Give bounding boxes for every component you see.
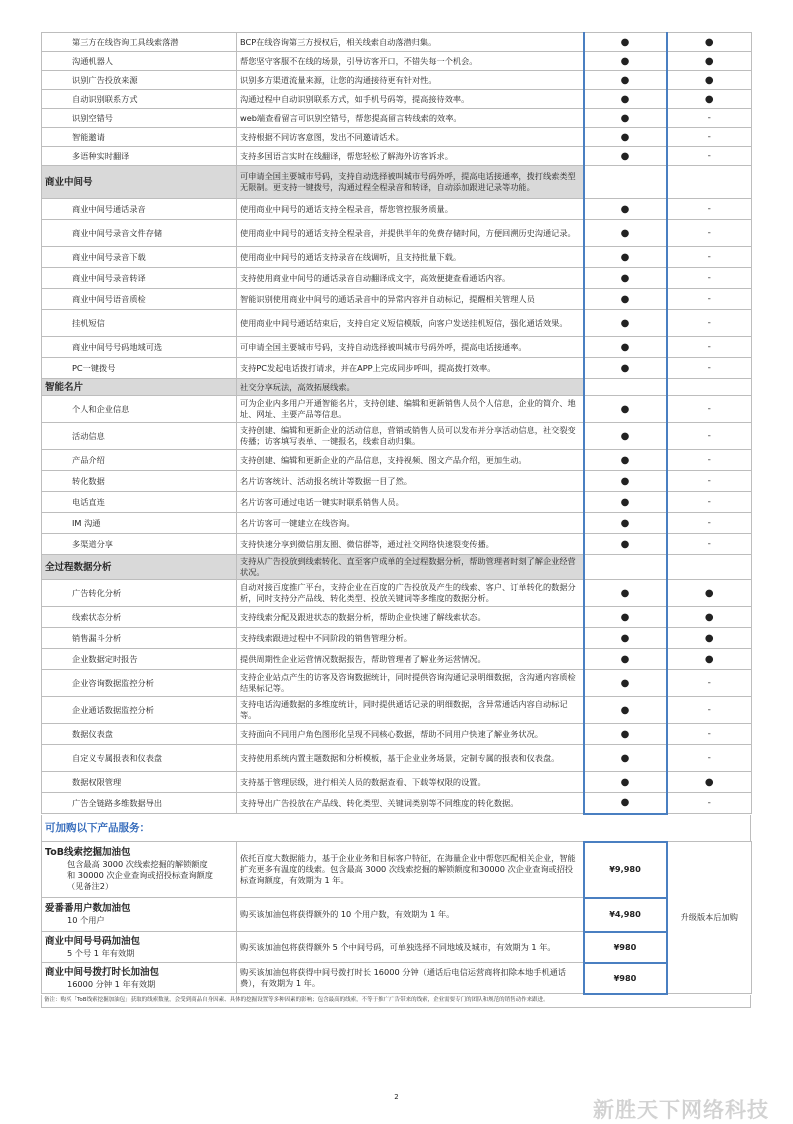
plan1-mark: ● [584,71,667,90]
feature-name: 识别广告投放来源 [42,71,237,90]
feature-row [42,724,752,745]
section-title: 商业中间号 [42,166,237,199]
feature-row [42,247,752,268]
feature-row [42,534,752,555]
footnote: 备注：购买「ToB线索挖掘加油包」获取的线索数量，会受到商品自身因素、具体的挖掘设置等多种因素的影响；包含最高的线索，不等于推广广告带来的线索，企业需要专门的团队和规范的销售动作来跟进。 [41,995,751,1008]
plan1-mark: ● [584,358,667,379]
document-body [41,32,751,1008]
watermark: 新胜天下网络科技 [593,1098,769,1122]
plan1-mark: ● [584,33,667,52]
plan2-mark: - [667,670,752,697]
plan2-mark: - [667,109,752,128]
page-number: 2 [394,1093,399,1101]
addon-desc: 购买该加油包将获得额外 5 个中间号码，可单独选择不同地域及城市，有效期为 1 年。 [237,932,584,963]
feature-row [42,450,752,471]
plan2-mark: - [667,793,752,814]
feature-desc: 沟通过程中自动识别联系方式，如手机号码等，提高接待效率。 [237,90,584,109]
feature-desc: 支持创建、编辑和更新企业的活动信息，营销或销售人员可以发布并分享活动信息，社交裂变传播；访客填写表单、一键报名，线索自动归集。 [237,423,584,450]
plan2-mark: - [667,724,752,745]
feature-name: 识别空错号 [42,109,237,128]
addon-name-cell [42,842,237,898]
plan2-mark: - [667,147,752,166]
section-title: 全过程数据分析 [42,555,237,580]
feature-row [42,358,752,379]
feature-name: 商业中间号录音下载 [42,247,237,268]
addon-price: ¥980 [584,963,667,994]
feature-row [42,772,752,793]
addon-name: 商业中间号号码加油包 [45,935,141,947]
section-header-row [42,379,752,396]
plan1-mark: ● [584,289,667,310]
feature-table [41,32,752,815]
plan2-mark: ● [667,628,752,649]
feature-name: 广告全链路多维数据导出 [42,793,237,814]
feature-name: 第三方在线咨询工具线索落潜 [42,33,237,52]
plan2-mark: - [667,268,752,289]
addon-price: ¥9,980 [584,842,667,898]
plan1-mark: ● [584,628,667,649]
feature-row [42,52,752,71]
feature-desc: 识别多方渠道流量来源，让您的沟通接待更有针对性。 [237,71,584,90]
plan-cell-empty [584,555,667,580]
plan1-mark: ● [584,220,667,247]
feature-name: 企业咨询数据监控分析 [42,670,237,697]
addon-desc: 购买该加油包将获得额外的 10 个用户数，有效期为 1 年。 [237,898,584,932]
feature-desc: 支持根据不同访客意图，发出不同邀请话术。 [237,128,584,147]
plan2-mark: - [667,220,752,247]
plan2-mark: ● [667,772,752,793]
plan2-mark: - [667,697,752,724]
feature-name: 自动识别联系方式 [42,90,237,109]
feature-desc: 提供周期性企业运营情况数据报告，帮助管理者了解业务运营情况。 [237,649,584,670]
addon-sub: 5 个号 1 年有效期 [67,947,135,958]
plan2-mark: ● [667,580,752,607]
feature-desc: 使用商业中间号的通话支持全程录音，并提供半年的免费存储时间，方便回溯历史沟通记录。 [237,220,584,247]
feature-name: 挂机短信 [42,310,237,337]
plan2-mark: - [667,450,752,471]
plan2-mark: - [667,492,752,513]
feature-desc: 名片访客可一键建立在线咨询。 [237,513,584,534]
feature-desc: 支持线索跟进过程中不同阶段的销售管理分析。 [237,628,584,649]
section-desc: 支持从广告投放到线索转化、直至客户成单的全过程数据分析，帮助管理者时刻了解企业经营状况。 [237,555,584,580]
feature-desc: 可为企业内多用户开通智能名片，支持创建、编辑和更新销售人员个人信息，企业的简介、地址、网址、主要产品等信息。 [237,396,584,423]
section-header-row [42,166,752,199]
feature-row [42,670,752,697]
addon-desc: 购买该加油包将获得中间号拨打时长 16000 分钟（通话后电信运营商将扣除本地手机通话费），有效期为 1 年。 [237,963,584,994]
plan1-mark: ● [584,724,667,745]
feature-row [42,745,752,772]
plan1-mark: ● [584,147,667,166]
feature-desc: 支持面向不同用户角色图形化呈现不同核心数据，帮助不同用户快速了解业务状况。 [237,724,584,745]
feature-name: 企业通话数据监控分析 [42,697,237,724]
addon-name-cell [42,932,237,963]
feature-desc: 使用商业中间号的通话支持录音在线调听，且支持批量下载。 [237,247,584,268]
feature-name: 数据权限管理 [42,772,237,793]
feature-name: 商业中间号号码地域可选 [42,337,237,358]
addon-name-cell [42,963,237,994]
plan1-mark: ● [584,52,667,71]
addon-desc: 依托百度大数据能力，基于企业业务和目标客户特征，在海量企业中帮您匹配相关企业，智能扩充更多有温度的线索。包含最高 3000 次线索挖掘的解锁额度和30000 次企业查询或招投标查询额度，有效期为 1 年。 [237,842,584,898]
feature-desc: 支持导出广告投放在产品线、转化类型、关键词类别等不同维度的转化数据。 [237,793,584,814]
plan2-mark: - [667,513,752,534]
plan1-mark: ● [584,607,667,628]
plan1-mark: ● [584,513,667,534]
feature-row [42,199,752,220]
addons-title: 可加购以下产品服务： [41,815,751,841]
feature-name: 企业数据定时报告 [42,649,237,670]
addon-name: 爱番番用户数加油包 [45,903,131,914]
feature-row [42,513,752,534]
feature-desc: 支持快速分享到微信朋友圈、微信群等，通过社交网络快速裂变传播。 [237,534,584,555]
feature-name: 智能邀请 [42,128,237,147]
feature-desc: 支持电话沟通数据的多维度统计，同时提供通话记录的明细数据，含异常通话内容自动标记等。 [237,697,584,724]
plan2-mark: - [667,423,752,450]
plan2-mark: - [667,289,752,310]
feature-name: 个人和企业信息 [42,396,237,423]
feature-row [42,580,752,607]
section-desc: 可申请全国主要城市号码，支持自动选择被叫城市号码外呼，提高电话接通率，拨打线索类型无限制。更支持一键拨号，沟通过程全程录音和转译，自动添加跟进记录等功能。 [237,166,584,199]
plan-cell-empty [667,379,752,396]
feature-row [42,649,752,670]
feature-name: 商业中间号录音转译 [42,268,237,289]
feature-desc: 智能识别使用商业中间号的通话录音中的异常内容并自动标记，提醒相关管理人员 [237,289,584,310]
feature-name: 广告转化分析 [42,580,237,607]
feature-row [42,289,752,310]
feature-row [42,607,752,628]
addon-row [42,842,752,898]
feature-name: 转化数据 [42,471,237,492]
feature-name: IM 沟通 [42,513,237,534]
feature-name: 商业中间号语音质检 [42,289,237,310]
feature-name: 电话直连 [42,492,237,513]
feature-row [42,268,752,289]
feature-desc: 支持基于管理层级，进行相关人员的数据查看、下载等权限的设置。 [237,772,584,793]
addon-name-cell [42,898,237,932]
plan2-mark: ● [667,607,752,628]
plan2-mark: - [667,128,752,147]
feature-desc: 名片访客统计、活动报名统计等数据一目了然。 [237,471,584,492]
addon-name: ToB线索挖掘加油包 [45,847,131,858]
feature-row [42,628,752,649]
plan1-mark: ● [584,247,667,268]
plan2-mark: - [667,358,752,379]
plan1-mark: ● [584,310,667,337]
feature-name: PC一键拨号 [42,358,237,379]
plan2-mark: - [667,534,752,555]
plan1-mark: ● [584,423,667,450]
feature-row [42,423,752,450]
addon-sub: 包含最高 3000 次线索挖掘的解锁额度 [67,859,208,869]
feature-desc: BCP在线咨询第三方授权后，相关线索自动落潜归集。 [237,33,584,52]
feature-name: 沟通机器人 [42,52,237,71]
feature-name: 自定义专属报表和仪表盘 [42,745,237,772]
feature-desc: 支持使用系统内置主题数据和分析模板，基于企业业务场景，定制专属的报表和仪表盘。 [237,745,584,772]
feature-row [42,33,752,52]
plan2-mark: - [667,199,752,220]
plan2-mark: - [667,337,752,358]
feature-desc: 使用商业中间号的通话支持全程录音，帮您管控服务质量。 [237,199,584,220]
plan2-mark: - [667,396,752,423]
plan1-mark: ● [584,128,667,147]
feature-row [42,147,752,166]
feature-desc: 名片访客可通过电话一键实时联系销售人员。 [237,492,584,513]
feature-row [42,471,752,492]
plan-cell-empty [584,166,667,199]
addon-price: ¥980 [584,932,667,963]
feature-row [42,310,752,337]
plan-cell-empty [584,379,667,396]
feature-desc: 支持线索分配及跟进状态的数据分析，帮助企业快速了解线索状态。 [237,607,584,628]
addon-row [42,963,752,994]
addon-sub: （见备注2） [67,881,114,891]
feature-row [42,109,752,128]
plan1-mark: ● [584,670,667,697]
upgrade-note: 升级版本后加购 [667,842,752,994]
feature-desc: 支持使用商业中间号的通话录音自动翻译成文字，高效便捷查看通话内容。 [237,268,584,289]
plan2-mark: ● [667,90,752,109]
plan1-mark: ● [584,793,667,814]
feature-row [42,697,752,724]
plan2-mark: ● [667,33,752,52]
plan2-mark: ● [667,52,752,71]
feature-desc: 可申请全国主要城市号码，支持自动选择被叫城市号码外呼，提高电话接通率。 [237,337,584,358]
feature-name: 数据仪表盘 [42,724,237,745]
plan1-mark: ● [584,199,667,220]
feature-desc: 支持创建、编辑和更新企业的产品信息，支持视频、图文产品介绍，更加生动。 [237,450,584,471]
feature-row [42,396,752,423]
addons-table [41,841,752,995]
feature-name: 销售漏斗分析 [42,628,237,649]
feature-desc: 帮您坚守客服不在线的场景，引导访客开口，不错失每一个机会。 [237,52,584,71]
feature-desc: 使用商业中间号通话结束后，支持自定义短信模版，向客户发送挂机短信，强化通话效果。 [237,310,584,337]
feature-desc: 支持企业站点产生的访客及咨询数据统计，同时提供咨询沟通记录明细数据，含沟通内容质检结果标记等。 [237,670,584,697]
feature-row [42,793,752,814]
section-header-row [42,555,752,580]
plan2-mark: - [667,310,752,337]
feature-name: 商业中间号录音文件存储 [42,220,237,247]
addon-sub: 16000 分钟 1 年有效期 [67,978,156,989]
feature-name: 多渠道分享 [42,534,237,555]
plan1-mark: ● [584,649,667,670]
plan-cell-empty [667,555,752,580]
feature-name: 多语种实时翻译 [42,147,237,166]
feature-name: 商业中间号通话录音 [42,199,237,220]
plan2-mark: - [667,745,752,772]
feature-desc: 支持多国语言实时在线翻译，帮您轻松了解海外访客诉求。 [237,147,584,166]
plan2-mark: ● [667,71,752,90]
plan1-mark: ● [584,492,667,513]
feature-desc: 自动对接百度推广平台，支持企业在百度的广告投放及产生的线索、客户、订单转化的数据分析，同时支持分产品线、转化类型、投放关键词等多维度的数据分析。 [237,580,584,607]
feature-name: 活动信息 [42,423,237,450]
feature-row [42,90,752,109]
feature-row [42,71,752,90]
plan1-mark: ● [584,450,667,471]
plan1-mark: ● [584,109,667,128]
feature-row [42,220,752,247]
feature-row [42,128,752,147]
addon-sub: 10 个用户 [67,915,105,925]
plan1-mark: ● [584,471,667,492]
plan1-mark: ● [584,697,667,724]
addon-price: ¥4,980 [584,898,667,932]
plan1-mark: ● [584,534,667,555]
plan2-mark: - [667,471,752,492]
addon-sub: 和 30000 次企业查询或招投标查询额度 [67,870,213,880]
plan1-mark: ● [584,337,667,358]
feature-row [42,492,752,513]
plan1-mark: ● [584,268,667,289]
plan2-mark: - [667,247,752,268]
feature-name: 线索状态分析 [42,607,237,628]
feature-row [42,337,752,358]
plan1-mark: ● [584,745,667,772]
addon-row [42,932,752,963]
feature-desc: 支持PC发起电话拨打请求，并在APP上完成同步呼叫，提高拨打效率。 [237,358,584,379]
addon-row [42,898,752,932]
feature-name: 产品介绍 [42,450,237,471]
addon-name: 商业中间号拨打时长加油包 [45,966,160,978]
section-desc: 社交分享玩法，高效拓展线索。 [237,379,584,396]
plan-cell-empty [667,166,752,199]
plan1-mark: ● [584,396,667,423]
section-title: 智能名片 [42,379,237,396]
feature-desc: web端查看留言可识别空错号，帮您提高留言转线索的效率。 [237,109,584,128]
plan1-mark: ● [584,90,667,109]
plan1-mark: ● [584,580,667,607]
plan2-mark: ● [667,649,752,670]
plan1-mark: ● [584,772,667,793]
